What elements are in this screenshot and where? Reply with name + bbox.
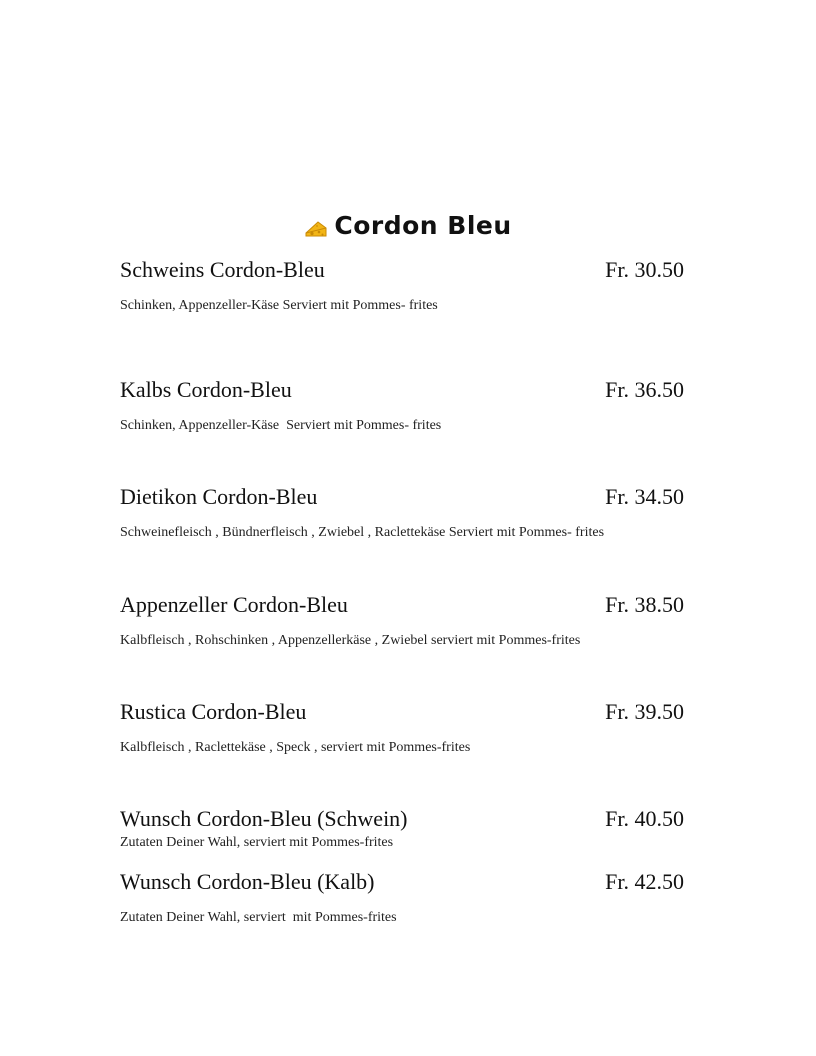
menu-item xyxy=(120,483,684,542)
menu-item-name: Wunsch Cordon-Bleu (Schwein) xyxy=(120,806,408,831)
menu-item xyxy=(120,868,684,927)
menu-item-description: Schinken, Appenzeller-Käse Serviert mit Pommes- frites xyxy=(120,298,438,313)
menu-item-description: Schweinefleisch , Bündnerfleisch , Zwiebel , Raclettekäse Serviert mit Pommes- frites xyxy=(120,525,605,540)
menu-item xyxy=(120,376,684,435)
menu-item xyxy=(120,698,684,757)
menu-item-name: Dietikon Cordon-Bleu xyxy=(120,484,318,509)
menu-item xyxy=(120,805,684,852)
menu-item-description: Kalbfleisch , Rohschinken , Appenzellerkäse , Zwiebel serviert mit Pommes-frites xyxy=(120,633,581,648)
menu-item-description: Kalbfleisch , Raclettekäse , Speck , serviert mit Pommes-frites xyxy=(120,740,471,755)
menu-item-price: Fr. 40.50 xyxy=(605,806,684,831)
menu-item-price: Fr. 30.50 xyxy=(605,257,684,282)
page-title: Cordon Bleu xyxy=(334,211,512,240)
menu-item-name: Schweins Cordon-Bleu xyxy=(120,257,325,282)
menu-item-price: Fr. 36.50 xyxy=(605,377,684,402)
menu-item xyxy=(120,256,684,315)
menu-item-price: Fr. 34.50 xyxy=(605,484,684,509)
menu-item-name: Appenzeller Cordon-Bleu xyxy=(120,592,348,617)
menu-section-title xyxy=(0,208,816,242)
menu-item-price: Fr. 42.50 xyxy=(605,869,684,894)
menu-item-name: Kalbs Cordon-Bleu xyxy=(120,377,292,402)
menu-item-description: Zutaten Deiner Wahl, serviert mit Pommes-frites xyxy=(120,910,397,925)
cheese-icon xyxy=(304,214,328,234)
menu-item-description: Schinken, Appenzeller-Käse Serviert mit Pommes- frites xyxy=(120,418,442,433)
menu-item-description: Zutaten Deiner Wahl, serviert mit Pommes-frites xyxy=(120,835,394,850)
menu-item-name: Rustica Cordon-Bleu xyxy=(120,699,307,724)
menu-item-price: Fr. 38.50 xyxy=(605,592,684,617)
menu-item xyxy=(120,591,684,650)
menu-item-name: Wunsch Cordon-Bleu (Kalb) xyxy=(120,869,375,894)
menu-item-price: Fr. 39.50 xyxy=(605,699,684,724)
